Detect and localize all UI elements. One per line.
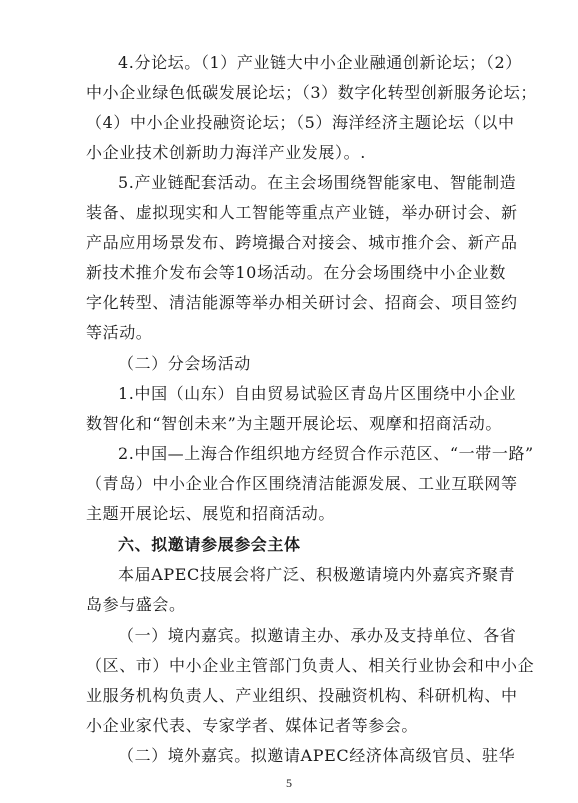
- paragraph-line: 字化转型、清洁能源等举办相关研讨会、招商会、项目签约: [86, 293, 518, 312]
- paragraph-line: （区、市）中小企业主管部门负责人、相关行业协会和中小企: [86, 656, 535, 675]
- paragraph-line: 业服务机构负责人、产业组织、投融资机构、科研机构、中: [86, 686, 518, 705]
- paragraph-line: 4.分论坛。（1）产业链大中小企业融通创新论坛；（2）: [118, 53, 522, 72]
- paragraph-line: （青岛）中小企业合作区围绕清洁能源发展、工业互联网等: [86, 474, 518, 493]
- subsection-heading: （二）分会场活动: [118, 354, 251, 373]
- paragraph-line: 主题开展论坛、展览和招商活动。: [86, 504, 336, 523]
- paragraph-line: 新技术推介发布会等10场活动。在分会场围绕中小企业数: [86, 263, 506, 282]
- paragraph-line: （4）中小企业投融资论坛；（5）海洋经济主题论坛（以中: [86, 113, 515, 132]
- paragraph-line: 产品应用场景发布、跨境撮合对接会、城市推介会、新产品: [86, 233, 518, 252]
- paragraph-line: （一）境内嘉宾。拟邀请主办、承办及支持单位、各省: [118, 626, 517, 645]
- paragraph-line: 装备、虚拟现实和人工智能等重点产业链，举办研讨会、新: [86, 203, 518, 222]
- paragraph-line: 小企业家代表、专家学者、媒体记者等参会。: [86, 716, 419, 735]
- page-number: 5: [286, 776, 292, 790]
- section-heading: 六、拟邀请参展参会主体: [118, 535, 301, 554]
- paragraph-line: 小企业技术创新助力海洋产业发展）。.: [86, 143, 366, 162]
- paragraph-line: 1.中国（山东）自由贸易试验区青岛片区围绕中小企业: [118, 384, 517, 403]
- paragraph-line: 2.中国—上海合作组织地方经贸合作示范区、“一带一路”: [118, 444, 534, 463]
- paragraph-line: 中小企业绿色低碳发展论坛；（3）数字化转型创新服务论坛；: [86, 83, 537, 102]
- paragraph-line: 本届APEC技展会将广泛、积极邀请境内外嘉宾齐聚青: [118, 565, 516, 584]
- paragraph-line: 等活动。: [86, 323, 153, 342]
- paragraph-line: 岛参与盛会。: [86, 595, 186, 614]
- paragraph-line: （二）境外嘉宾。拟邀请APEC经济体高级官员、驻华: [118, 746, 516, 765]
- paragraph-line: 5.产业链配套活动。在主会场围绕智能家电、智能制造: [118, 173, 517, 192]
- paragraph-line: 数智化和“智创未来”为主题开展论坛、观摩和招商活动。: [86, 414, 502, 433]
